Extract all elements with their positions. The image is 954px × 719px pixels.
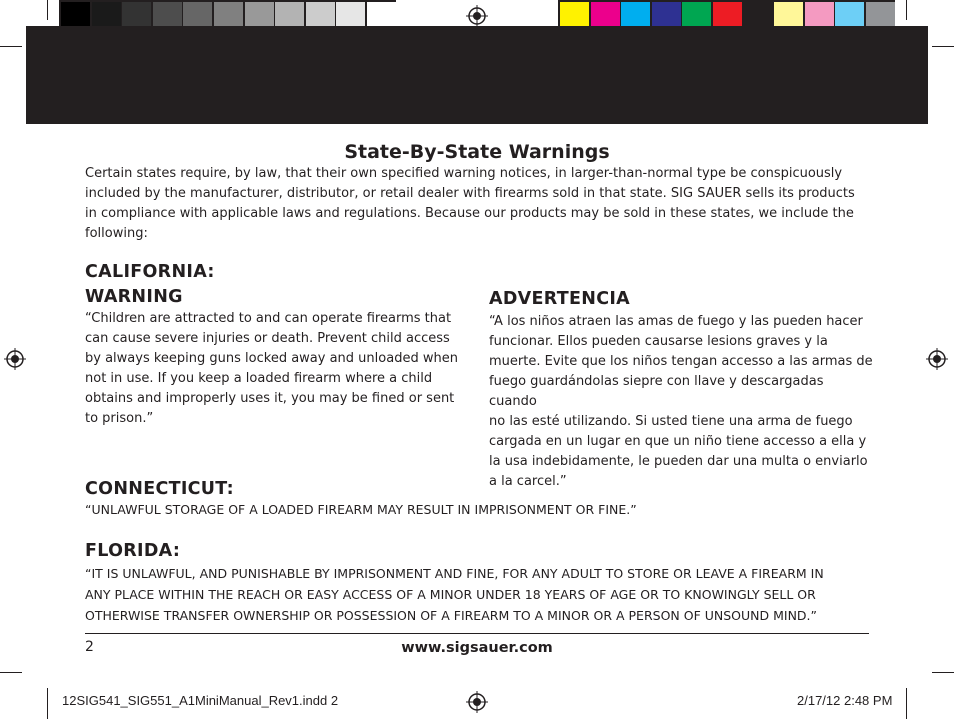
warning-line: obtains and improperly uses it, you may be fined or sent: [85, 391, 455, 406]
warning-line: not in use. If you keep a loaded firearm where a child: [85, 371, 433, 386]
crop-mark: [932, 672, 954, 673]
date-slug: 2/17/12 2:48 PM: [797, 693, 893, 708]
crop-mark: [906, 0, 907, 20]
footer-rule: [85, 633, 869, 634]
intro-line: Certain states require, by law, that their own specified warning notices, in larger-than-normal type be conspicuously: [85, 166, 843, 181]
advertencia-line: muerte. Evite que los niños tengan accesso a las armas de: [489, 354, 873, 369]
page-title: State-By-State Warnings: [344, 141, 610, 163]
crop-mark: [47, 0, 48, 20]
advertencia-line: cargada en un lugar en que un niño tiene accesso a ella y: [489, 434, 867, 449]
advertencia-text: [489, 312, 874, 492]
crop-mark: [0, 46, 22, 47]
intro-paragraph: [85, 164, 875, 244]
crop-mark: [0, 672, 22, 673]
warning-line: can cause severe injuries or death. Prevent child access: [85, 331, 450, 346]
connecticut-text: “UNLAWFUL STORAGE OF A LOADED FIREARM MAY RESULT IN IMPRISONMENT OR FINE.”: [85, 502, 637, 517]
warning-heading: WARNING: [85, 287, 183, 307]
advertencia-heading: ADVERTENCIA: [489, 289, 630, 309]
advertencia-line: fuego guardándolas siepre con llave y descargadas cuando: [489, 374, 824, 409]
crop-mark: [932, 46, 954, 47]
registration-mark-icon: [4, 348, 26, 370]
warning-line: “Children are attracted to and can operate firearms that: [85, 311, 452, 326]
advertencia-line: la usa indebidamente, le pueden dar una multa o enviarlo: [489, 454, 868, 469]
florida-heading: FLORIDA:: [85, 541, 181, 561]
advertencia-line: a la carcel.”: [489, 474, 567, 489]
florida-line: OTHERWISE TRANSFER OWNERSHIP OR POSSESSION OF A FIREARM TO A MINOR OR A PERSON OF UNSOUND MIND.”: [85, 608, 818, 623]
advertencia-line: no las esté utilizando. Si usted tiene una arma de fuego: [489, 414, 853, 429]
file-slug: 12SIG541_SIG551_A1MiniManual_Rev1.indd 2: [62, 693, 339, 708]
intro-line: following:: [85, 226, 148, 241]
florida-line: “IT IS UNLAWFUL, AND PUNISHABLE BY IMPRISONMENT AND FINE, FOR ANY ADULT TO STORE OR LEAVE A FIREARM IN: [85, 566, 824, 581]
registration-mark-icon: [926, 348, 948, 370]
intro-line: included by the manufacturer, distributor, or retail dealer with firearms sold in that state. SIG SAUER sells its products: [85, 186, 855, 201]
connecticut-heading: CONNECTICUT:: [85, 479, 234, 499]
page-number: 2: [85, 639, 94, 655]
advertencia-line: “A los niños atraen las amas de fuego y las pueden hacer: [489, 314, 863, 329]
warning-line: to prison.”: [85, 411, 154, 426]
crop-mark: [47, 688, 48, 719]
warning-text: [85, 309, 460, 429]
intro-line: in compliance with applicable laws and regulations. Because our products may be sold in these states, we include the: [85, 206, 854, 221]
registration-mark-icon: [466, 691, 488, 713]
california-heading: CALIFORNIA:: [85, 262, 215, 282]
advertencia-line: funcionar. Ellos pueden causarse lesions graves y la: [489, 334, 828, 349]
florida-line: ANY PLACE WITHIN THE REACH OR EASY ACCESS OF A MINOR UNDER 18 YEARS OF AGE OR TO KNOWINGLY SELL OR: [85, 587, 816, 602]
warning-line: by always keeping guns locked away and unloaded when: [85, 351, 458, 366]
website-url: www.sigsauer.com: [401, 640, 553, 656]
header-banner: [26, 26, 928, 124]
registration-mark-icon: [466, 5, 488, 27]
crop-mark: [906, 688, 907, 719]
florida-text: [85, 563, 875, 626]
